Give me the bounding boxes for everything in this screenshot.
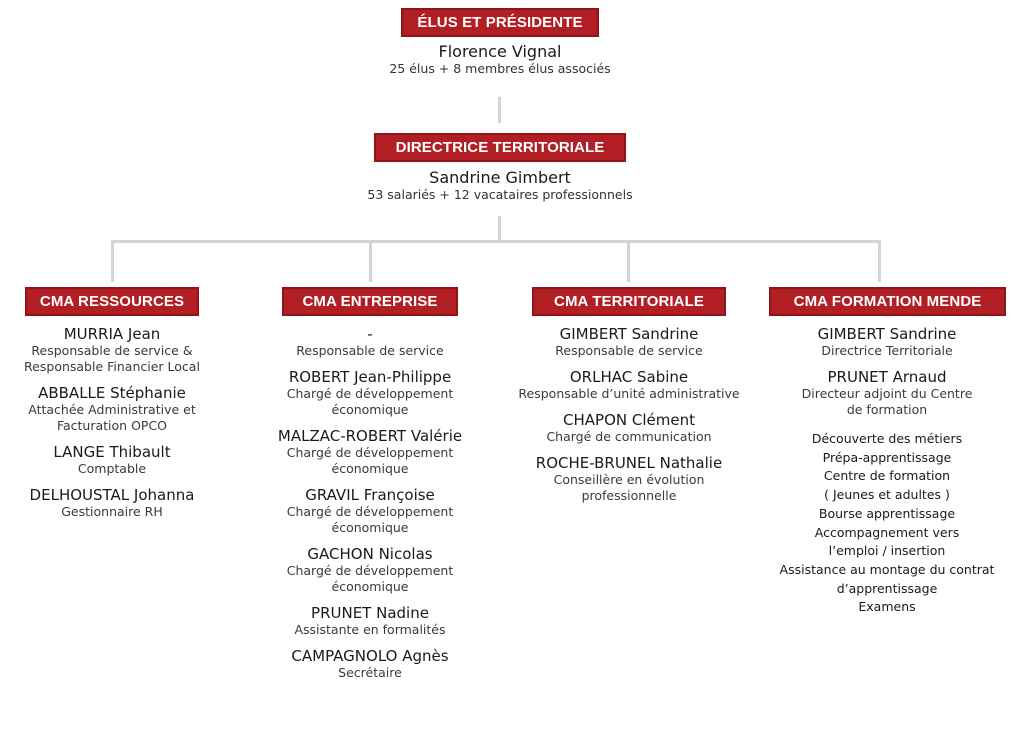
- list-item: [780, 368, 995, 418]
- list-item: [518, 325, 739, 359]
- service-item: Accompagnement vers: [814, 524, 960, 540]
- service-item: Centre de formation: [823, 468, 951, 484]
- connector-horizontal: [111, 240, 881, 243]
- person-name: GRAVIL Françoise: [305, 486, 435, 504]
- person-role: Conseillère en évolution professionnelle: [553, 472, 705, 503]
- service-item: Assistance au montage du contrat: [779, 561, 995, 577]
- list-item: [24, 443, 200, 477]
- person-name: CAMPAGNOLO Agnès: [291, 647, 449, 665]
- directrice-name: Sandrine Gimbert: [429, 168, 571, 187]
- directrice-badge: DIRECTRICE TERRITORIALE: [374, 133, 626, 162]
- person-name: GIMBERT Sandrine: [559, 325, 699, 343]
- list-item: [24, 384, 200, 434]
- list-item: [24, 325, 200, 375]
- connector-col3: [627, 240, 630, 282]
- person-name: PRUNET Nadine: [311, 604, 429, 622]
- column-territoriale: [518, 325, 739, 513]
- cma-formation-mende-badge: CMA FORMATION MENDE: [769, 287, 1006, 316]
- list-item: [518, 411, 739, 445]
- presidente-block: [389, 42, 610, 77]
- list-item: [278, 604, 462, 638]
- person-name: -: [367, 325, 373, 343]
- connector-col4: [878, 240, 881, 282]
- person-name: MALZAC-ROBERT Valérie: [277, 427, 463, 445]
- person-name: LANGE Thibault: [53, 443, 171, 461]
- connector-director-down: [498, 216, 501, 242]
- person-name: ORLHAC Sabine: [569, 368, 689, 386]
- service-item: Bourse apprentissage: [818, 505, 956, 521]
- person-name: PRUNET Arnaud: [827, 368, 947, 386]
- person-role: Comptable: [77, 461, 147, 476]
- person-name: CHAPON Clément: [563, 411, 695, 429]
- person-role: Assistante en formalités: [294, 622, 446, 637]
- list-item: [278, 647, 462, 681]
- column-formation-mende: [780, 325, 995, 617]
- services-list: [780, 430, 995, 617]
- person-role: Directrice Territoriale: [821, 343, 953, 358]
- service-item: Prépa-apprentissage: [822, 449, 952, 465]
- service-item: Découverte des métiers: [811, 431, 963, 446]
- list-item: [278, 325, 462, 359]
- person-name: ROBERT Jean-Philippe: [288, 368, 452, 386]
- list-item: [518, 454, 739, 504]
- list-item: [278, 545, 462, 595]
- person-role: Attachée Administrative et Facturation OPCO: [28, 402, 196, 433]
- person-role: Chargé de développement économique: [286, 445, 454, 476]
- person-role: Chargé de communication: [546, 429, 712, 444]
- presidente-name: Florence Vignal: [438, 42, 562, 61]
- service-item: ( Jeunes et adultes ): [824, 487, 950, 503]
- list-item: [518, 368, 739, 402]
- person-role: Gestionnaire RH: [61, 504, 163, 519]
- person-role: Responsable de service: [296, 343, 444, 358]
- person-name: MURRIA Jean: [63, 325, 161, 343]
- person-name: GACHON Nicolas: [307, 545, 433, 563]
- connector-top: [498, 97, 501, 123]
- cma-entreprise-badge: CMA ENTREPRISE: [282, 287, 458, 316]
- cma-territoriale-badge: CMA TERRITORIALE: [532, 287, 726, 316]
- person-role: Chargé de développement économique: [286, 563, 454, 594]
- service-item: d’apprentissage: [836, 580, 938, 596]
- cma-ressources-badge: CMA RESSOURCES: [25, 287, 199, 316]
- service-item: l’emploi / insertion: [828, 543, 946, 559]
- column-entreprise: [278, 325, 462, 690]
- person-name: DELHOUSTAL Johanna: [29, 486, 195, 504]
- person-role: Directeur adjoint du Centre de formation: [801, 386, 973, 417]
- person-role: Chargé de développement économique: [286, 504, 454, 535]
- elus-presidente-badge: ÉLUS ET PRÉSIDENTE: [401, 8, 599, 37]
- list-item: [278, 368, 462, 418]
- elus-count: 25 élus + 8 membres élus associés: [389, 61, 611, 76]
- list-item: [278, 427, 462, 477]
- service-item: Examens: [858, 599, 916, 615]
- person-name: ROCHE-BRUNEL Nathalie: [535, 454, 723, 472]
- person-role: Secrétaire: [338, 665, 402, 680]
- person-name: GIMBERT Sandrine: [817, 325, 957, 343]
- list-item: [24, 486, 200, 520]
- person-role: Chargé de développement économique: [286, 386, 454, 417]
- list-item: [780, 325, 995, 359]
- person-role: Responsable de service: [555, 343, 703, 358]
- person-name: ABBALLE Stéphanie: [38, 384, 186, 402]
- connector-col1: [111, 240, 114, 282]
- salaries-count: 53 salariés + 12 vacataires professionnels: [367, 187, 633, 202]
- list-item: [278, 486, 462, 536]
- person-role: Responsable de service & Responsable Financier Local: [24, 343, 200, 374]
- column-ressources: [24, 325, 200, 529]
- person-role: Responsable d’unité administrative: [518, 386, 740, 401]
- directrice-block: [367, 168, 632, 203]
- connector-col2: [369, 240, 372, 282]
